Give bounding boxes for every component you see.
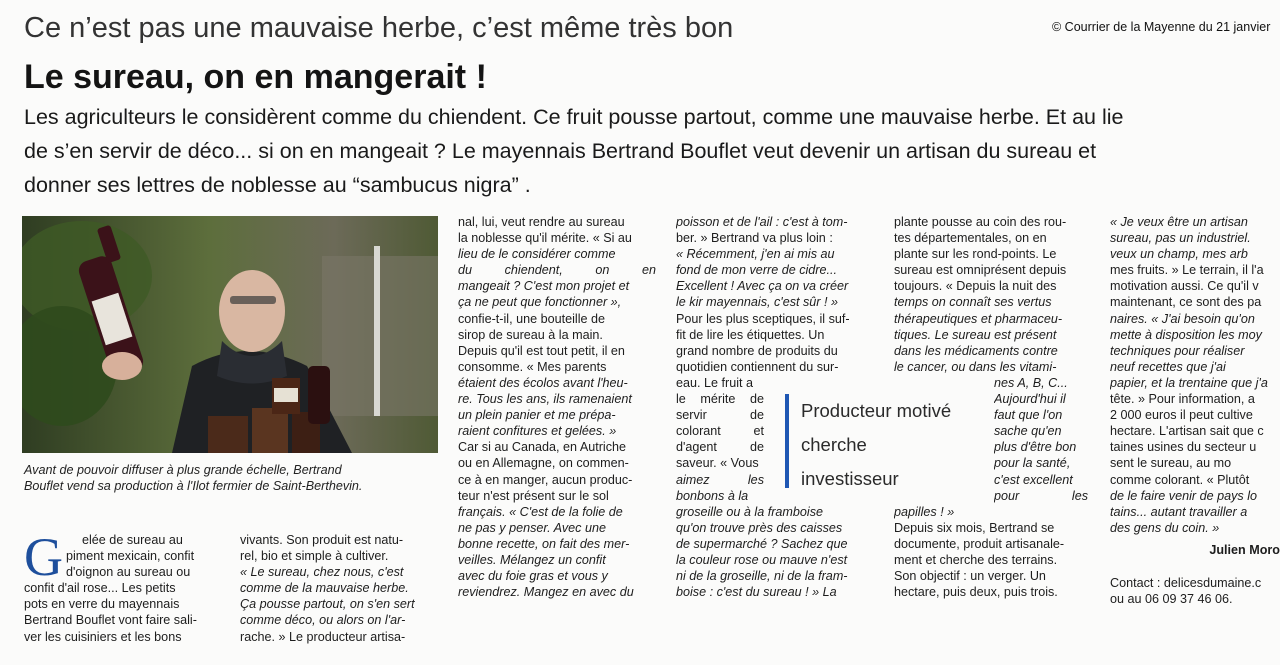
- text-line: poisson et de l'ail : c'est à tom-: [676, 215, 848, 229]
- text-line: confie-t-il, une bouteille de: [458, 311, 606, 326]
- text-line: neuf recettes que j'ai: [1110, 359, 1226, 374]
- text-line: Aujourd'hui il: [994, 392, 1066, 407]
- caption-line: Bouflet vend sa production à l'Ilot fermier de Saint-Berthevin.: [24, 479, 363, 493]
- article-headline: Le sureau, on en mangerait !: [24, 58, 487, 96]
- text-line: plante sur les rond-points. Le: [894, 247, 1057, 262]
- text-line: bonbons à la: [676, 488, 749, 503]
- text-line: comme de la mauvaise herbe.: [240, 581, 409, 596]
- text-line: ber. » Bertrand va plus loin :: [676, 231, 833, 246]
- portrait-photo: [22, 216, 438, 453]
- text-line: groseille ou à la framboise: [676, 504, 824, 519]
- text-line: papier, et la trentaine que j'a: [1110, 375, 1268, 390]
- text-line: naires. « J'ai besoin qu'on: [1110, 311, 1255, 326]
- text-line: confit d'ail rose... Les petits: [24, 581, 176, 596]
- text-line: consomme. « Mes parents: [458, 359, 607, 374]
- contact-line: ou au 06 09 37 46 06.: [1110, 592, 1233, 607]
- source-credit: © Courrier de la Mayenne du 21 janvier: [1052, 20, 1271, 34]
- text-line: hectare. L'artisan sait que c: [1110, 424, 1264, 439]
- text-line: pots en verre du mayennais: [24, 597, 180, 612]
- text-line: Excellent ! Avec ça on va créer: [676, 279, 849, 294]
- text-line: le cancer, ou dans les vitami-: [894, 359, 1057, 374]
- pull-quote-line: cherche: [801, 434, 867, 455]
- text-line: toujours. « Depuis la nuit des: [894, 279, 1057, 294]
- text-line: fit de lire les étiquettes. Un: [676, 327, 825, 342]
- text-line: des gens du coin. »: [1110, 520, 1220, 535]
- text-line: un plein panier et me prépa-: [458, 408, 616, 423]
- author-signature: Julien Moro: [1209, 542, 1280, 557]
- text-line: servir de: [676, 408, 764, 423]
- text-line: « Le sureau, chez nous, c'est: [240, 565, 404, 580]
- text-line: rel, bio et simple à cultiver.: [240, 549, 389, 564]
- text-line: de supermarché ? Sachez que: [676, 536, 848, 551]
- text-line: français. « C'est de la folie de: [458, 504, 623, 519]
- text-line: d'agent de: [676, 440, 764, 455]
- text-line: re. Tous les ans, ils ramenaient: [458, 392, 632, 407]
- text-line: mangeait ? C'est mon projet et: [458, 279, 630, 294]
- text-line: maintenant, ce sont des pa: [1110, 295, 1262, 310]
- column-1: [24, 527, 218, 645]
- text-line: techniques pour réaliser: [1110, 343, 1245, 358]
- text-line: elée de sureau au: [82, 533, 183, 547]
- text-line: fond de mon verre de cidre...: [676, 263, 838, 278]
- text-line: taines usines du secteur u: [1110, 440, 1257, 455]
- pull-quote-line: Producteur motivé: [801, 400, 952, 421]
- drop-cap: G: [24, 527, 63, 587]
- text-line: ça ne peut que fonctionner »,: [458, 295, 622, 310]
- text-line: comme déco, ou alors on l'ar-: [240, 613, 406, 628]
- text-line: le kir mayennais, c'est sûr ! »: [676, 295, 838, 310]
- text-line: temps on connaît ses vertus: [894, 295, 1052, 310]
- column-6: [1110, 214, 1280, 607]
- text-line: reviendrez. Mangez en avec du: [458, 585, 634, 600]
- text-line: rache. » Le producteur artisa-: [240, 629, 406, 644]
- text-line: tains... autant travailler a: [1110, 504, 1248, 519]
- text-line: « Récemment, j'en ai mis au: [676, 247, 835, 262]
- chapo-line: Les agriculteurs le considèrent comme du chiendent. Ce fruit pousse partout, comme une mauvaise herbe. Et au lie: [24, 105, 1124, 129]
- text-line: qu'on trouve près des caisses: [676, 520, 843, 535]
- text-line: sache qu'en: [994, 424, 1062, 439]
- text-line: nal, lui, veut rendre au sureau: [458, 215, 625, 229]
- text-line: Depuis qu'il est tout petit, il en: [458, 343, 625, 358]
- text-line: du chiendent, on en: [458, 263, 656, 278]
- text-line: d'oignon au sureau ou: [66, 565, 191, 580]
- text-line: 2 000 euros il peut cultive: [1110, 408, 1253, 423]
- column-3: [458, 214, 656, 600]
- caption-line: Avant de pouvoir diffuser à plus grande échelle, Bertrand: [24, 463, 342, 477]
- photo-caption: [24, 462, 440, 494]
- text-line: comme colorant. « Plutôt: [1110, 472, 1250, 487]
- text-line: saveur. « Vous: [676, 456, 759, 471]
- article-chapo: [24, 100, 1274, 202]
- text-line: ce à en manger, aucun produc-: [458, 472, 633, 487]
- text-line: colorant et: [676, 424, 764, 439]
- text-line: ver les cuisiniers et les bons: [24, 629, 182, 644]
- text-line: papilles ! »: [894, 504, 955, 519]
- text-line: mes fruits. » Le terrain, il l'a: [1110, 263, 1264, 278]
- text-line: veux un champ, mes arb: [1110, 247, 1248, 262]
- text-line: grand nombre de produits du: [676, 343, 838, 358]
- text-line: pour la santé,: [994, 456, 1071, 471]
- text-line: lieu de le considérer comme: [458, 247, 616, 262]
- article-kicker: Ce n’est pas une mauvaise herbe, c’est même très bon: [24, 12, 734, 44]
- text-line: Depuis six mois, Bertrand se: [894, 520, 1055, 535]
- text-line: raient confitures et gelées. »: [458, 424, 617, 439]
- photo-illustration: [22, 216, 438, 453]
- text-line: Car si au Canada, en Autriche: [458, 440, 627, 455]
- column-2: [240, 532, 438, 645]
- text-line: Pour les plus sceptiques, il suf-: [676, 311, 850, 326]
- text-line: c'est excellent: [994, 472, 1073, 487]
- narrow-block: [676, 375, 764, 504]
- text-line: aimez les: [676, 472, 764, 487]
- text-line: pour les: [994, 488, 1088, 503]
- contact-line: Contact : delicesdumaine.c: [1110, 575, 1262, 590]
- pull-quote-line: investisseur: [801, 468, 899, 489]
- text-line: « Je veux être un artisan: [1110, 215, 1248, 229]
- text-line: teur n'est présent sur le sol: [458, 488, 609, 503]
- text-line: sureau est omniprésent depuis: [894, 263, 1067, 278]
- text-line: sureau, pas un industriel.: [1110, 231, 1251, 246]
- text-line: dans les médicaments contre: [894, 343, 1058, 358]
- text-line: étaient des écolos avant l'heu-: [458, 375, 628, 390]
- text-line: ment et cherche des terrains.: [894, 552, 1058, 567]
- text-line: thérapeutiques et pharmaceu-: [894, 311, 1063, 326]
- chapo-line: de s’en servir de déco... si on en mangeait ? Le mayennais Bertrand Bouflet veut devenir un artisan du sureau et: [24, 139, 1097, 163]
- text-line: tête. » Pour information, a: [1110, 392, 1255, 407]
- text-line: la couleur rose ou mauve n'est: [676, 552, 848, 567]
- text-line: faut que l'on: [994, 408, 1063, 423]
- text-line: vivants. Son produit est natu-: [240, 533, 404, 547]
- text-line: mette à disposition les moy: [1110, 327, 1262, 342]
- text-line: la noblesse qu'il mérite. « Si au: [458, 231, 632, 246]
- text-line: veilles. Mélangez un confit: [458, 552, 606, 567]
- text-line: le mérite de: [676, 392, 764, 407]
- text-line: quotidien contiennent du sur-: [676, 359, 839, 374]
- text-line: ou en Allemagne, on commen-: [458, 456, 629, 471]
- text-line: avec du foie gras et vous y: [458, 569, 608, 584]
- text-line: bonne recette, on fait des mer-: [458, 536, 630, 551]
- text-line: sent le sureau, au mo: [1110, 456, 1232, 471]
- text-line: de le faire venir de pays lo: [1110, 488, 1258, 503]
- text-line: documente, produit artisanale-: [894, 536, 1065, 551]
- text-line: nes A, B, C...: [994, 375, 1068, 390]
- text-line: Bertrand Bouflet vont faire sali-: [24, 613, 197, 628]
- text-line: Ça pousse partout, on s'en sert: [240, 597, 415, 612]
- text-line: tiques. Le sureau est présent: [894, 327, 1057, 342]
- text-line: tes départementales, on en: [894, 231, 1047, 246]
- text-line: sirop de sureau à la main.: [458, 327, 603, 342]
- text-line: piment mexicain, confit: [66, 549, 195, 564]
- text-line: ni de la groseille, ni de la fram-: [676, 569, 848, 584]
- text-line: eau. Le fruit a: [676, 375, 754, 390]
- chapo-line: donner ses lettres de noblesse au “sambucus nigra” .: [24, 173, 531, 197]
- text-line: motivation aussi. Ce qu'il v: [1110, 279, 1259, 294]
- text-line: ne pas y penser. Avec une: [458, 520, 606, 535]
- text-line: plus d'être bon: [994, 440, 1077, 455]
- text-line: boise : c'est du sureau ! » La: [676, 585, 837, 600]
- narrow-block: [994, 375, 1088, 504]
- text-line: Son objectif : un verger. Un: [894, 569, 1046, 584]
- column-5: [894, 214, 1088, 600]
- text-line: hectare, puis deux, puis trois.: [894, 585, 1058, 600]
- text-line: plante pousse au coin des rou-: [894, 215, 1067, 229]
